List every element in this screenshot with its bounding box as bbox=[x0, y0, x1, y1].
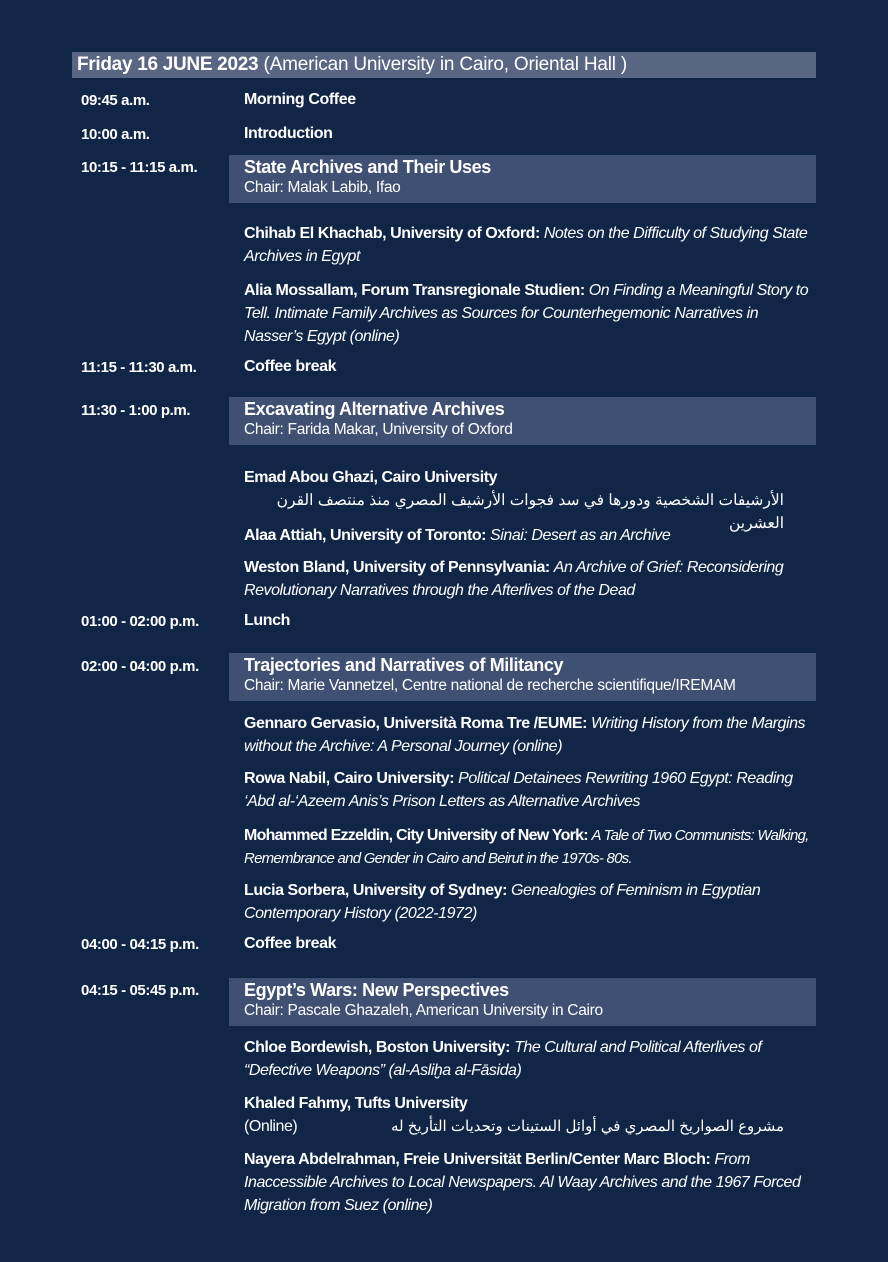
slot-label: Coffee break bbox=[244, 935, 337, 952]
slot-label: Lunch bbox=[244, 612, 290, 629]
session-title: Egypt’s Wars: New Perspectives bbox=[244, 980, 509, 1000]
talk-title: A Tale of Two Communists: Walking, Remembrance and Gender in Cairo and Beirut in the 1970s- 80s. bbox=[244, 827, 809, 867]
session-chair: Chair: Pascale Ghazaleh, American University in Cairo bbox=[244, 1002, 603, 1019]
talk-title: From Inaccessible Archives to Local Newspapers. Al Waay Archives and the 1967 Forced Migration from Suez (online) bbox=[244, 1151, 801, 1214]
talk-speaker: Chloe Bordewish, Boston University: bbox=[244, 1039, 511, 1056]
talk-title: Writing History from the Margins without the Archive: A Personal Journey (online) bbox=[244, 715, 806, 755]
talk-title: Genealogies of Feminism in Egyptian Contemporary History (2022-1972) bbox=[244, 882, 761, 922]
talk bbox=[244, 556, 810, 602]
session-chair: Chair: Farida Makar, University of Oxford bbox=[244, 421, 513, 438]
talk-online-note: (Online) bbox=[244, 1118, 298, 1135]
talk bbox=[244, 824, 810, 870]
time-slot: 11:15 - 11:30 a.m. bbox=[81, 359, 197, 376]
day-location: (American University in Cairo, Oriental Hall ) bbox=[263, 54, 628, 75]
time-slot: 04:15 - 05:45 p.m. bbox=[81, 982, 199, 999]
talk-title-arabic: الأرشيفات الشخصية ودورها في سد فجوات الأرشيف المصري منذ منتصف القرن العشرين bbox=[276, 492, 784, 532]
time-slot: 01:00 - 02:00 p.m. bbox=[81, 613, 199, 630]
talk bbox=[244, 222, 810, 268]
session-header bbox=[229, 155, 816, 203]
session-title: Trajectories and Narratives of Militancy bbox=[244, 655, 564, 675]
session-chair: Chair: Marie Vannetzel, Centre national de recherche scientifique/IREMAM bbox=[244, 677, 736, 694]
slot-label: Coffee break bbox=[244, 358, 337, 375]
talk-title: Sinai: Desert as an Archive bbox=[490, 527, 671, 544]
talk-speaker: Emad Abou Ghazi, Cairo University bbox=[244, 469, 498, 486]
talk bbox=[244, 712, 810, 758]
slot-label: Introduction bbox=[244, 125, 333, 142]
talk-title: On Finding a Meaningful Story to Tell. Intimate Family Archives as Sources for Counterhegemonic Narratives in Nasser’s Egypt (online) bbox=[244, 282, 809, 345]
session-header bbox=[229, 978, 816, 1026]
talk bbox=[244, 1148, 810, 1217]
talk bbox=[244, 524, 810, 547]
day-header bbox=[72, 52, 816, 78]
time-slot: 04:00 - 04:15 p.m. bbox=[81, 936, 199, 953]
time-slot: 11:30 - 1:00 p.m. bbox=[81, 402, 191, 419]
talk bbox=[244, 767, 810, 813]
talk-title: Notes on the Difficulty of Studying State Archives in Egypt bbox=[244, 225, 808, 265]
talk-speaker: Nayera Abdelrahman, Freie Universität Berlin/Center Marc Bloch: bbox=[244, 1151, 711, 1168]
session-header bbox=[229, 653, 816, 701]
time-slot: 02:00 - 04:00 p.m. bbox=[81, 658, 199, 675]
talk-speaker: Khaled Fahmy, Tufts University bbox=[244, 1095, 468, 1112]
talk-title-arabic: مشروع الصواريخ المصري في أوائل الستينات وتحديات التأريخ له bbox=[391, 1118, 784, 1135]
talk-speaker: Weston Bland, University of Pennsylvania: bbox=[244, 559, 550, 576]
session-title: Excavating Alternative Archives bbox=[244, 399, 505, 419]
talk bbox=[244, 1036, 810, 1082]
time-slot: 10:15 - 11:15 a.m. bbox=[81, 159, 198, 176]
talk-speaker: Gennaro Gervasio, Università Roma Tre /EUME: bbox=[244, 715, 587, 732]
talk bbox=[244, 279, 810, 348]
talk-title: An Archive of Grief: Reconsidering Revolutionary Narratives through the Afterlives of the Dead bbox=[244, 559, 784, 599]
talk-speaker: Mohammed Ezzeldin, City University of New York: bbox=[244, 827, 588, 844]
day-date: Friday 16 JUNE 2023 bbox=[77, 54, 259, 75]
talk-speaker: Chihab El Khachab, University of Oxford: bbox=[244, 225, 540, 242]
talk-speaker: Alaa Attiah, University of Toronto: bbox=[244, 527, 487, 544]
talk-speaker: Lucia Sorbera, University of Sydney: bbox=[244, 882, 507, 899]
session-title: State Archives and Their Uses bbox=[244, 157, 491, 177]
talk-title: Political Detainees Rewriting 1960 Egypt: Reading ‘Abd al-‘Azeem Anis’s Prison Letters as Alternative Archives bbox=[244, 770, 793, 810]
talk bbox=[244, 879, 810, 925]
talk-speaker: Rowa Nabil, Cairo University: bbox=[244, 770, 455, 787]
time-slot: 09:45 a.m. bbox=[81, 92, 150, 109]
session-chair: Chair: Malak Labib, Ifao bbox=[244, 179, 401, 196]
talk-title: The Cultural and Political Afterlives of “Defective Weapons” (al-Asliḫa al-Fāsida) bbox=[244, 1039, 762, 1079]
slot-label: Morning Coffee bbox=[244, 91, 356, 108]
time-slot: 10:00 a.m. bbox=[81, 126, 150, 143]
talk-title-row bbox=[244, 1115, 784, 1138]
talk-speaker: Alia Mossallam, Forum Transregionale Studien: bbox=[244, 282, 585, 299]
session-header bbox=[229, 397, 816, 445]
talk bbox=[244, 1092, 810, 1138]
